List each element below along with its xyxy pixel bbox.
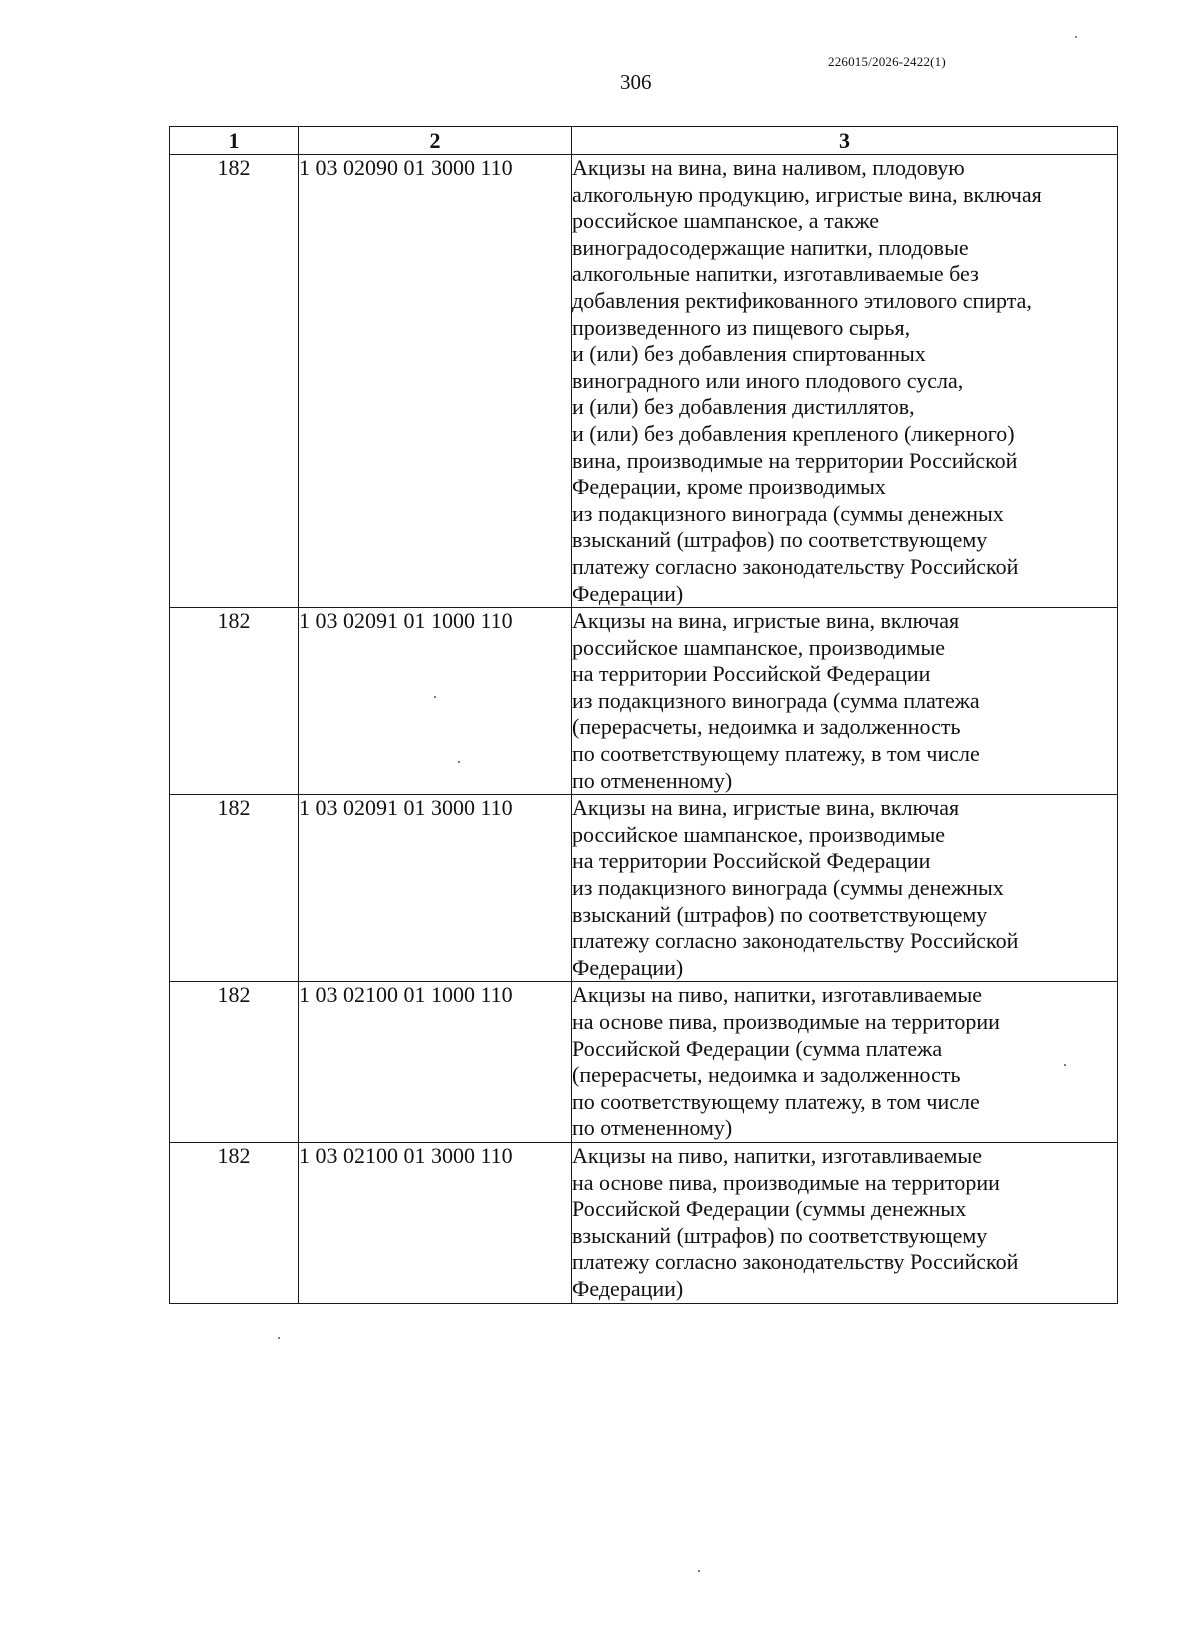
revenue-description (572, 1142, 1118, 1303)
budget-classification-code: 1 03 02100 01 3000 110 (299, 1142, 572, 1303)
description-line: российское шампанское, производимые (572, 821, 946, 847)
description-line: добавления ректификованного этилового спирта, (572, 287, 1032, 313)
description-line: Федерации) (572, 1275, 684, 1301)
description-line: (перерасчеты, недоимка и задолженность (572, 714, 961, 740)
description-line: (перерасчеты, недоимка и задолженность (572, 1062, 961, 1088)
scan-speck (1075, 36, 1077, 38)
description-line: Акцизы на пиво, напитки, изготавливаемые (572, 1142, 983, 1168)
table-row (170, 155, 1118, 608)
description-line: платежу согласно законодательству Российской (572, 1249, 1019, 1275)
revenue-description (572, 982, 1118, 1143)
budget-classification-code: 1 03 02100 01 1000 110 (299, 982, 572, 1143)
description-line: платежу согласно законодательству Российской (572, 928, 1019, 954)
description-line: Федерации, кроме производимых (572, 474, 886, 500)
description-line: и (или) без добавления крепленого (ликерного) (572, 420, 1015, 446)
revenue-description (572, 795, 1118, 982)
budget-classification-code: 1 03 02090 01 3000 110 (299, 155, 572, 608)
revenue-description (572, 608, 1118, 795)
table-row (170, 608, 1118, 795)
description-line: из подакцизного винограда (суммы денежных (572, 500, 1004, 526)
description-line: алкогольные напитки, изготавливаемые без (572, 261, 979, 287)
description-line: из подакцизного винограда (суммы денежных (572, 875, 1004, 901)
page-number: 306 (620, 70, 652, 94)
table-header-row (170, 127, 1118, 155)
table-row (170, 982, 1118, 1143)
description-line: виноградного или иного плодового сусла, (572, 367, 964, 393)
column-header-3: 3 (572, 127, 1118, 155)
description-line: по соответствующему платежу, в том числе (572, 1088, 980, 1114)
column-header-2: 2 (299, 127, 572, 155)
description-line: Акцизы на вина, игристые вина, включая (572, 795, 960, 821)
description-line: Федерации) (572, 580, 684, 606)
description-line: Российской Федерации (сумма платежа (572, 1035, 943, 1061)
administrator-code: 182 (170, 1142, 299, 1303)
description-line: взысканий (штрафов) по соответствующему (572, 527, 988, 553)
table-row (170, 795, 1118, 982)
column-header-1: 1 (170, 127, 299, 155)
description-line: Акцизы на вина, игристые вина, включая (572, 608, 960, 634)
description-line: взысканий (штрафов) по соответствующему (572, 901, 988, 927)
administrator-code: 182 (170, 608, 299, 795)
description-line: российское шампанское, а также (572, 208, 880, 234)
description-line: виноградосодержащие напитки, плодовые (572, 234, 969, 260)
scan-speck (278, 1337, 280, 1339)
description-line: взысканий (штрафов) по соответствующему (572, 1222, 988, 1248)
description-line: вина, производимые на территории Российской (572, 447, 1018, 473)
description-line: по отмененному) (572, 1115, 733, 1141)
description-line: и (или) без добавления дистиллятов, (572, 394, 915, 420)
document-registration-number: 226015/2026-2422(1) (828, 54, 946, 69)
budget-classification-code: 1 03 02091 01 1000 110 (299, 608, 572, 795)
administrator-code: 182 (170, 155, 299, 608)
description-line: Акцизы на пиво, напитки, изготавливаемые (572, 982, 983, 1008)
description-line: на территории Российской Федерации (572, 661, 931, 687)
description-line: из подакцизного винограда (сумма платежа (572, 687, 980, 713)
description-line: на основе пива, производимые на территории (572, 1009, 1000, 1034)
description-line: произведенного из пищевого сырья, (572, 314, 911, 340)
description-line: алкогольную продукцию, игристые вина, включая (572, 181, 1042, 207)
description-line: Акцизы на вина, вина наливом, плодовую (572, 155, 965, 180)
description-line: Российской Федерации (суммы денежных (572, 1196, 967, 1222)
budget-classification-code: 1 03 02091 01 3000 110 (299, 795, 572, 982)
description-line: российское шампанское, производимые (572, 634, 946, 660)
table-body (170, 155, 1118, 1304)
administrator-code: 182 (170, 795, 299, 982)
description-line: по отмененному) (572, 767, 733, 793)
description-line: на основе пива, производимые на территории (572, 1169, 1000, 1195)
description-line: на территории Российской Федерации (572, 848, 931, 874)
description-line: платежу согласно законодательству Российской (572, 553, 1019, 579)
description-line: и (или) без добавления спиртованных (572, 341, 926, 367)
scan-speck (698, 1570, 700, 1572)
administrator-code: 182 (170, 982, 299, 1143)
table-row (170, 1142, 1118, 1303)
description-line: по соответствующему платежу, в том числе (572, 741, 980, 767)
budget-classification-table (169, 126, 1118, 1304)
description-line: Федерации) (572, 954, 684, 980)
revenue-description (572, 155, 1118, 608)
